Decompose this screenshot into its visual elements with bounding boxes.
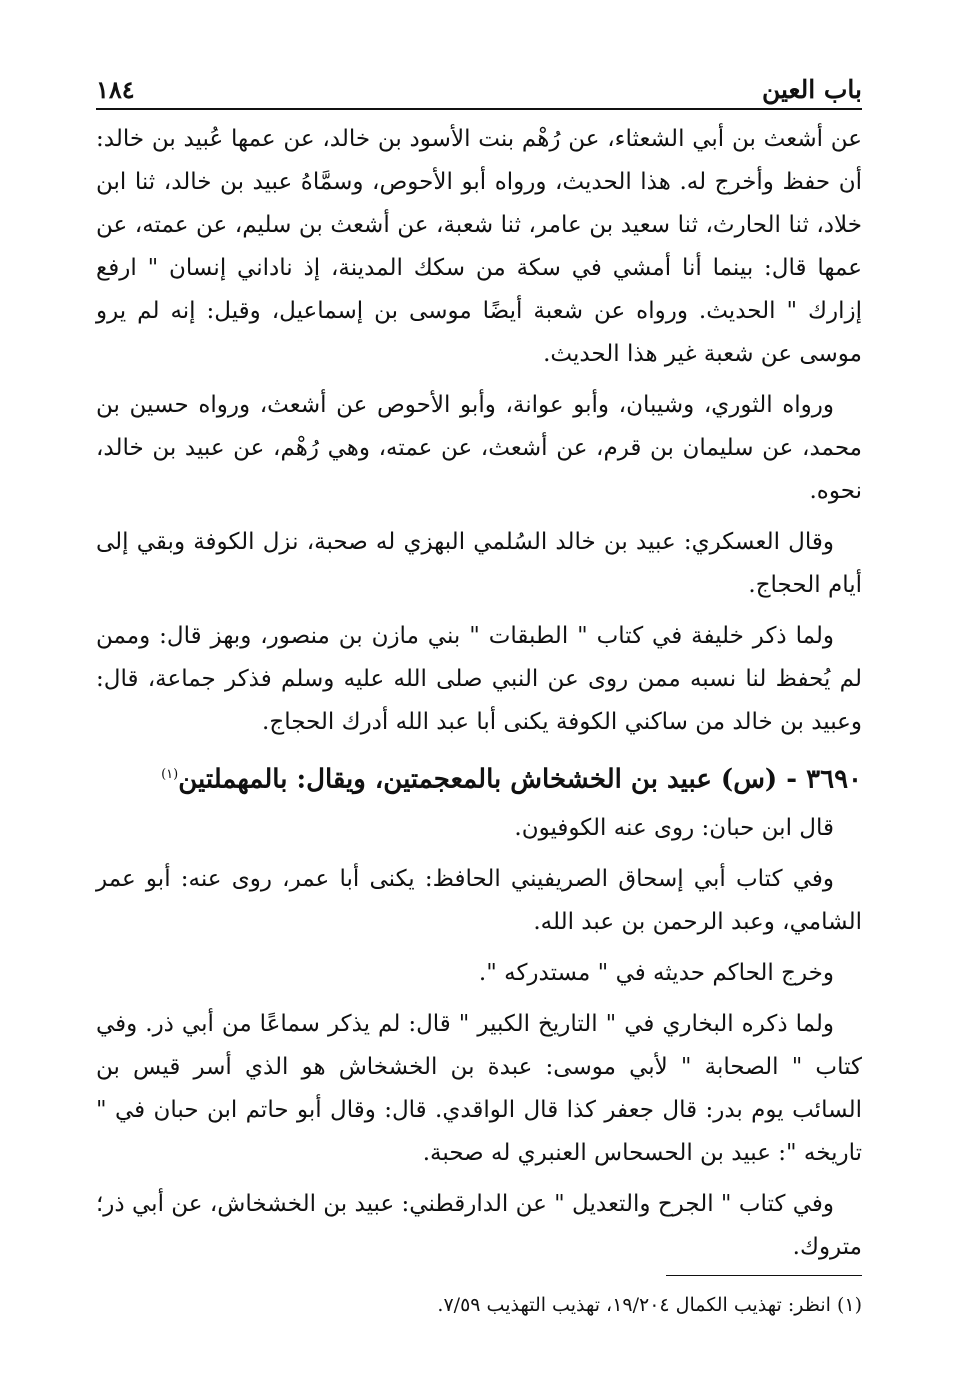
- main-text: [96, 118, 862, 1277]
- footnote-marker: (١): [161, 767, 179, 782]
- paragraph: ولما ذكره البخاري في " التاريخ الكبير " قال: لم يذكر سماعًا من أبي ذر. وفي كتاب " الصحابة " لأبي موسى: عبدة بن الخشخاش هو الذي أسر قيس بن السائب يوم بدر: قال جعفر كذا قال الواقدي. قال: وقال أبو حاتم ابن حبان في " تاريخه ": عبيد بن الحسحاس العنبري له صحبة.: [96, 1010, 862, 1166]
- paragraph: وخرج الحاكم حديثه في " مستدركه ".: [478, 959, 834, 986]
- running-header: [96, 58, 862, 110]
- paragraph: عن أشعث بن أبي الشعثاء، عن رُهْم بنت الأسود بن خالد، عن عمها عُبيد بن خالد: أن حفظ وأخرج له. هذا الحديث، ورواه أبو الأحوص، وسمَّاهُ عبيد بن خالد، ثنا ابن خلاد، ثنا الحارث، ثنا سعيد بن عامر، ثنا شعبة، عن أشعث بن سليم، عن عمته، عن عمها قال: بينما أنا أمشي في سكة من سكك المدينة، إذ ناداني إنسان " ارفع إزارك " الحديث. ورواه عن شعبة أيضًا موسى بن إسماعيل، وقيل: إنه لم يرو موسى عن شعبة غير هذا الحديث.: [96, 126, 862, 367]
- chapter-title: باب العين: [761, 75, 862, 104]
- paragraph: وفي كتاب " الجرح والتعديل " عن الدارقطني: عبيد بن الخشخاش، عن أبي ذر؛ متروك.: [96, 1190, 862, 1260]
- footnote-divider: [666, 1275, 862, 1276]
- paragraph: ورواه الثوري، وشيبان، وأبو عوانة، وأبو الأحوص عن أشعث، ورواه حسين بن محمد، عن سليمان بن قرم، عن أشعث، عن عمته، وهي رُهْم، عن عبيد بن خالد، نحوه.: [96, 392, 862, 504]
- entry-heading: [96, 752, 862, 803]
- page-number: ١٨٤: [96, 75, 135, 104]
- paragraph: وفي كتاب أبي إسحاق الصريفيني الحافظ: يكنى أبا عمر، روى عنه: أبو عمر الشامي، وعبد الرحمن بن عبد الله.: [96, 865, 862, 935]
- footnote: (١) انظر: تهذيب الكمال ١٩/٢٠٤، تهذيب التهذيب ٧/٥٩.: [437, 1294, 862, 1316]
- entry-heading-text: ٣٦٩٠ - (س) عبيد بن الخشخاش بالمعجمتين، ويقال: بالمهملتين: [178, 764, 862, 795]
- paragraph: قال ابن حبان: روى عنه الكوفيون.: [514, 814, 834, 841]
- paragraph: وقال العسكري: عبيد بن خالد السُلمي البهزي له صحبة، نزل الكوفة وبقي إلى أيام الحجاج.: [96, 529, 862, 598]
- paragraph: ولما ذكر خليفة في كتاب " الطبقات " بني مازن بن منصور، وبهز قال: وممن لم يُحفظ لنا نسبه ممن روى عن النبي صلى الله عليه وسلم فذكر جماعة، قال: وعبيد بن خالد من ساكني الكوفة يكنى أبا عبد الله أدرك الحجاج.: [96, 623, 862, 735]
